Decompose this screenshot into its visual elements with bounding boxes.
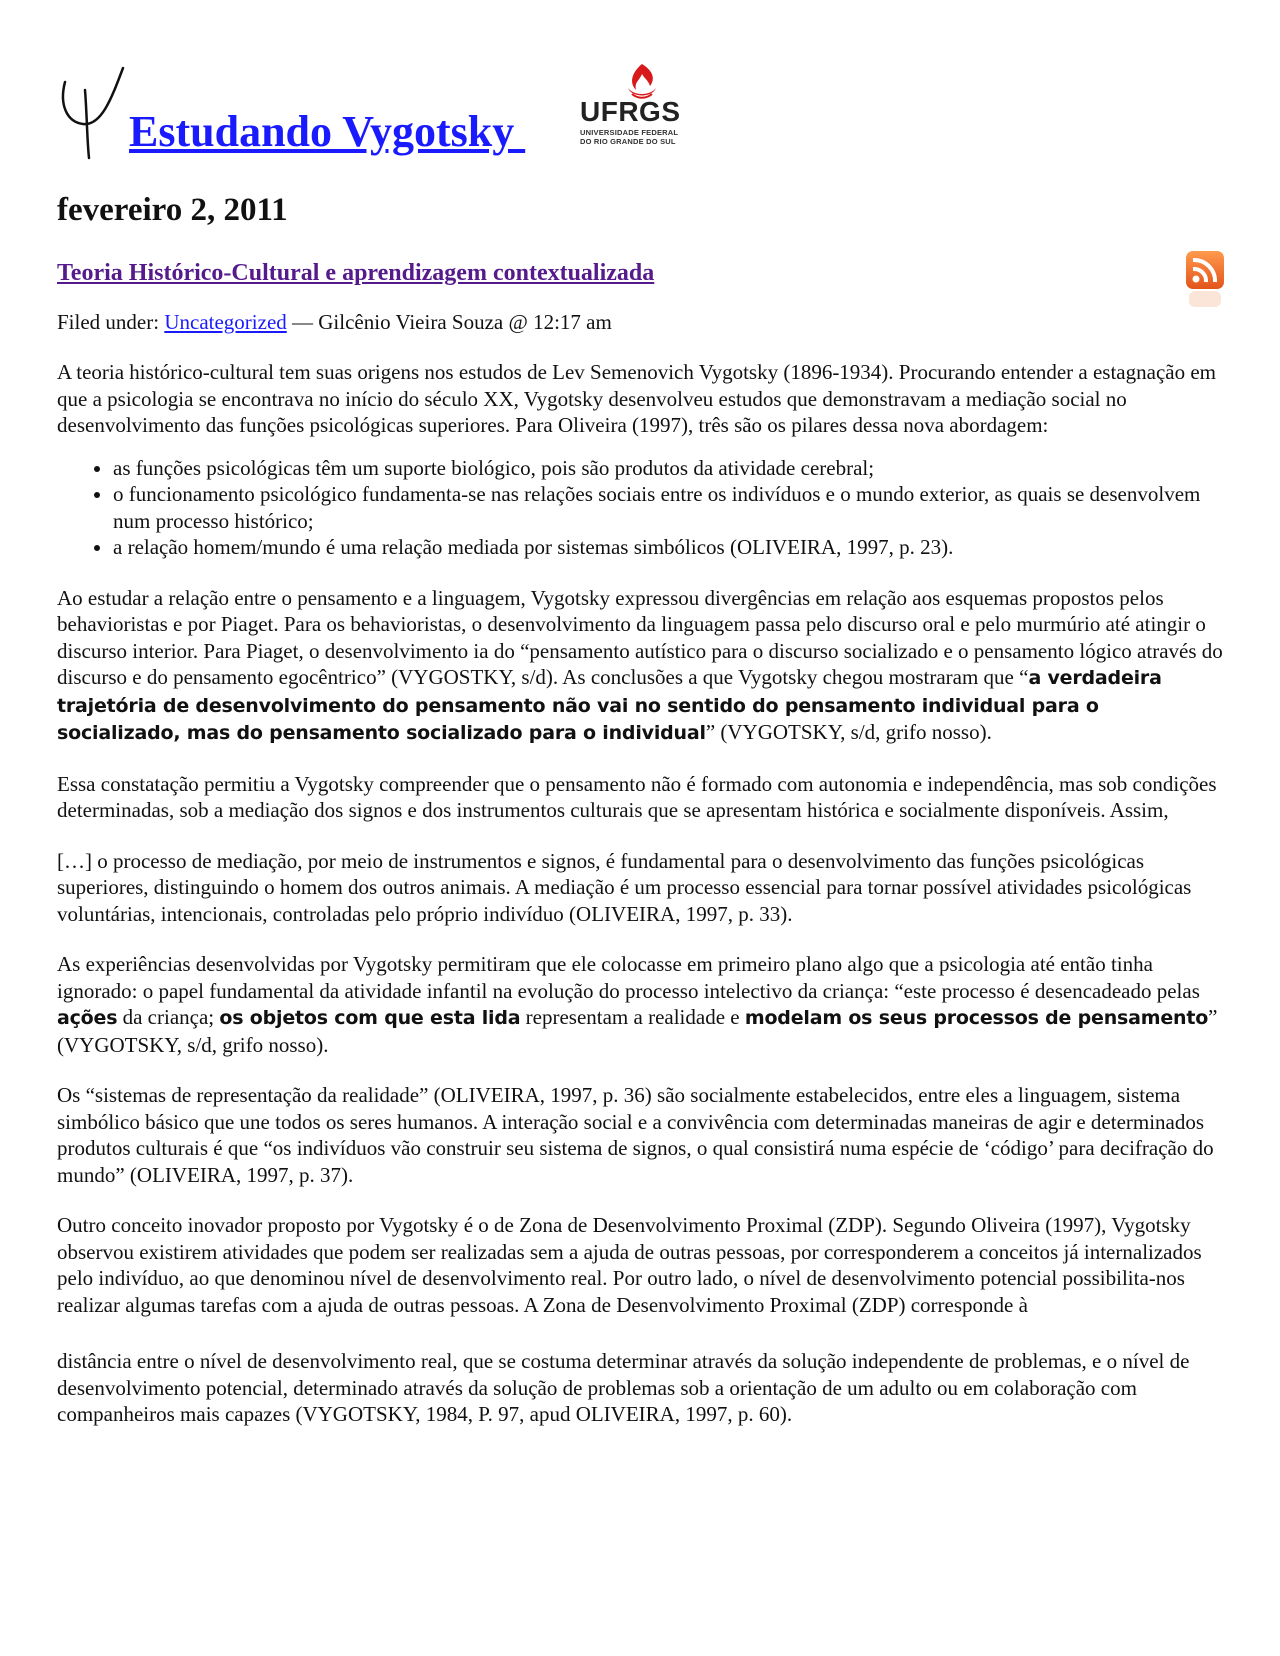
p5-text-e: ” (VYGOTSKY, s/d, grifo nosso). (57, 1005, 1218, 1057)
ufrgs-logo-subtitle (580, 128, 712, 146)
paragraph-5 (57, 951, 1227, 1058)
p2-text-b: ” (VYGOTSKY, s/d, grifo nosso). (705, 720, 992, 745)
p2-bold: a verdadeira trajetória de desenvolvimento do pensamento não vai no sentido do pensamento individual para o socializado, mas do pensamento socializado para o individual (57, 667, 1162, 745)
p5-bold-3: modelam os seus processos de pensamento (744, 1007, 1209, 1030)
blog-header (57, 52, 1227, 172)
ufrgs-sub-line-2: DO RIO GRANDE DO SUL (580, 137, 676, 146)
blog-page (57, 52, 1227, 1428)
ufrgs-logo-name: UFRGS (580, 96, 681, 127)
meta-prefix: Filed under: (57, 310, 165, 335)
category-link[interactable]: Uncategorized (164, 310, 287, 335)
post-title-row (57, 250, 1227, 310)
post-meta (57, 310, 1227, 335)
post-title-link[interactable]: Teoria Histórico-Cultural e aprendizagem contextualizada (57, 260, 655, 287)
paragraph-2 (57, 585, 1227, 747)
list-item: • o funcionamento psicológico fundamenta-se nas relações sociais entre os indivíduos e o mundo exterior, as quais se desenvolvem num processo histórico; (113, 481, 1227, 534)
meta-author-time: — Gilcênio Vieira Souza @ 12:17 am (286, 310, 612, 335)
blog-title-link[interactable]: Estudando Vygotsky (129, 107, 526, 156)
list-item: • as funções psicológicas têm um suporte biológico, pois são produtos da atividade cerebral; (113, 455, 1227, 482)
ufrgs-logo (580, 62, 712, 144)
ufrgs-flame-icon (622, 62, 662, 100)
p5-bold-2: os objetos com que esta lida (219, 1007, 521, 1030)
paragraph-7: Outro conceito inovador proposto por Vygotsky é o de Zona de Desenvolvimento Proximal (ZDP). Segundo Oliveira (1997), Vygotsky observou existirem atividades que podem ser realizadas sem a ajuda de outras pessoas, por corresponderem a conceitos já internalizados pelo indivíduo, ao que denominou nível de desenvolvimento real. Por outro lado, o nível de desenvolvimento potencial possibilita-nos realizar algumas tarefas com a ajuda de outras pessoas. A Zona de Desenvolvimento Proximal (ZDP) corresponde à (57, 1213, 1202, 1317)
list-item: • a relação homem/mundo é uma relação mediada por sistemas simbólicos (OLIVEIRA, 1997, p. 23). (113, 534, 1227, 561)
psi-icon (57, 60, 127, 160)
paragraph-8-quote: distância entre o nível de desenvolvimento real, que se costuma determinar através da solução independente de problemas, e o nível de desenvolvimento potencial, determinado através da solução de problemas sob a orientação de um adulto ou em colaboração com companheiros mais capazes (VYGOTSKY, 1984, P. 97, apud OLIVEIRA, 1997, p. 60). (57, 1349, 1190, 1427)
p5-text-c: da criança; (117, 1005, 220, 1030)
paragraph-3: Essa constatação permitiu a Vygotsky compreender que o pensamento não é formado com autonomia e independência, mas sob condições determinadas, sob a mediação dos signos e dos instrumentos culturais que se apresentam histórica e socialmente disponíveis. Assim, (57, 771, 1217, 823)
p5-text-d: representam a realidade e (520, 1005, 745, 1030)
paragraph-4-quote: […] o processo de mediação, por meio de instrumentos e signos, é fundamental para o desenvolvimento das funções psicológicas superiores, distinguindo o homem dos outros animais. A mediação é um processo essencial para tornar possível atividades psicológicas voluntárias, intencionais, controladas pelo próprio indivíduo (OLIVEIRA, 1997, p. 33). (57, 848, 1192, 926)
rss-feed-icon[interactable] (1185, 250, 1225, 310)
p5-text-a: As experiências desenvolvidas por Vygotsky permitiram que ele colocasse em primeiro plano algo que a psicologia até então tinha ignorado: o papel fundamental da atividade infantil na evolução do processo intelectivo da criança: “este processo é desencadeado pelas (57, 952, 1200, 1003)
ufrgs-sub-line-1: UNIVERSIDADE FEDERAL (580, 128, 679, 137)
pillars-list (57, 455, 1227, 561)
p5-bold-1: ações (57, 1007, 118, 1030)
post-date: fevereiro 2, 2011 (57, 192, 288, 228)
paragraph-6: Os “sistemas de representação da realidade” (OLIVEIRA, 1997, p. 36) são socialmente estabelecidos, entre eles a linguagem, sistema simbólico básico que une todos os seres humanos. A interação social e a convivência com determinadas maneiras de agir e determinados produtos culturais é que “os indivíduos vão construir seu sistema de signos, o qual consistirá numa espécie de ‘código’ para decifração do mundo” (OLIVEIRA, 1997, p. 37). (57, 1083, 1214, 1187)
paragraph-1: A teoria histórico-cultural tem suas origens nos estudos de Lev Semenovich Vygotsky (1896-1934). Procurando entender a estagnação em que a psicologia se encontrava no início do século XX, Vygotsky desenvolveu estudos que demonstravam a mediação social no desenvolvimento das funções psicológicas superiores. Para Oliveira (1997), três são os pilares dessa nova abordagem: (57, 360, 1216, 438)
p2-text-a: Ao estudar a relação entre o pensamento e a linguagem, Vygotsky expressou divergências em relação aos esquemas propostos pelos behavioristas e por Piaget. Para os behavioristas, o desenvolvimento da linguagem passa pelo discurso oral e pelo murmúrio até atingir o discurso interior. Para Piaget, o desenvolvimento ia do “pensamento autístico para o discurso socializado e o pensamento lógico através do discurso e do pensamento egocêntrico” (VYGOSTKY, s/d). As conclusões a que Vygotsky chegou mostraram que “ (57, 585, 1223, 690)
